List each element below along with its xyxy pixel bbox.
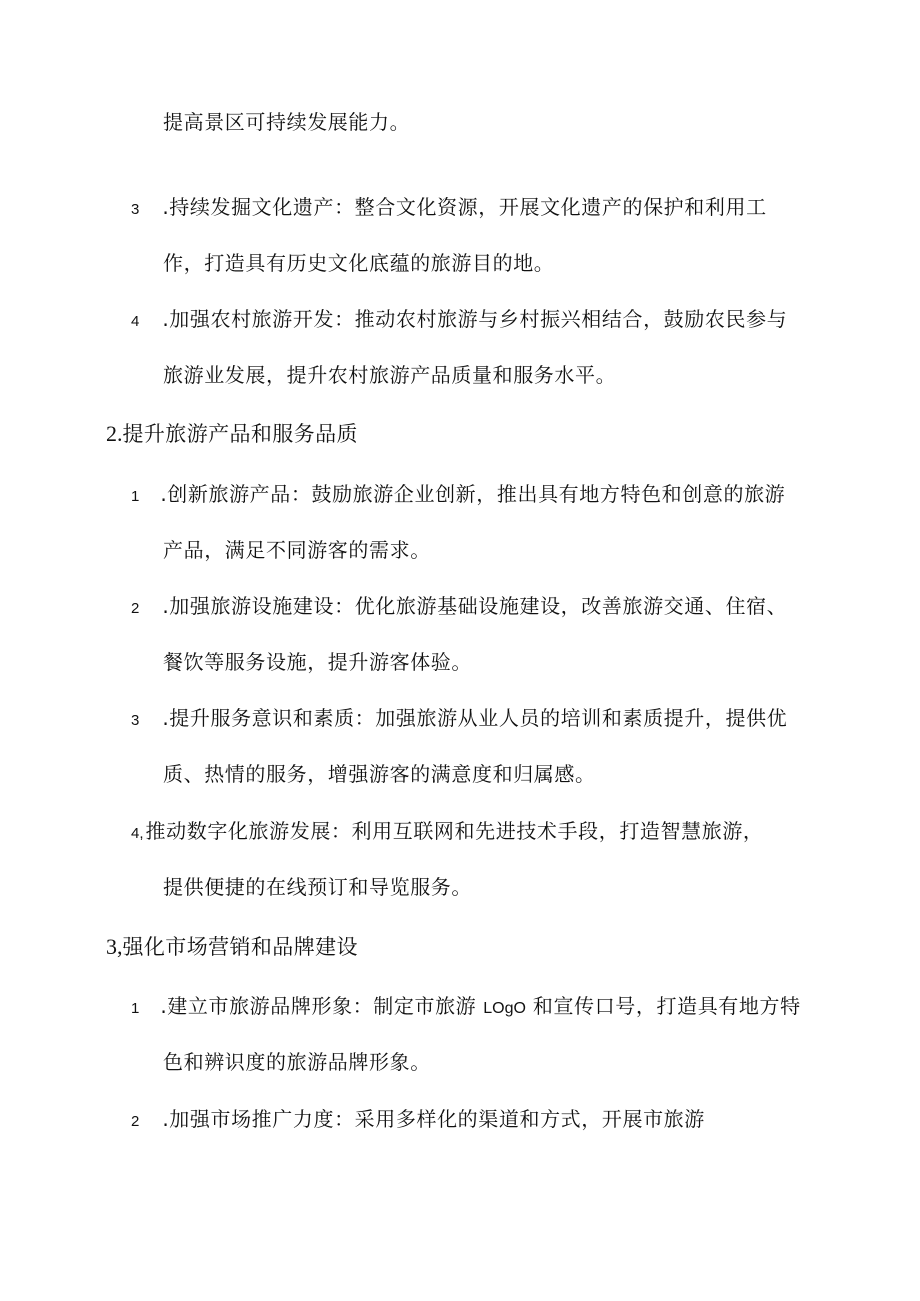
list-item-4-continuation — [163, 361, 616, 389]
list-item-text: 加强市场推广力度：采用多样化的渠道和方式，开展市旅游 — [169, 1107, 705, 1131]
list-dot: . — [162, 594, 170, 618]
list-item-1 — [131, 480, 785, 511]
list-item-text: 加强农村旅游开发：推动农村旅游与乡村振兴相结合，鼓励农民参与 — [169, 307, 788, 331]
list-number: 2 — [131, 1113, 140, 1130]
list-number: 4 — [131, 313, 140, 330]
list-item-4 — [131, 817, 764, 848]
list-item-text: 加强旅游设施建设：优化旅游基础设施建设，改善旅游交通、住宿、 — [169, 594, 788, 618]
list-number: 1 — [131, 1000, 140, 1017]
section-title: 提升旅游产品和服务品质 — [122, 422, 358, 446]
list-item-4-continuation — [163, 873, 472, 901]
list-dot: . — [160, 994, 168, 1018]
section-number: 3, — [106, 934, 123, 959]
list-item-text: 提升服务意识和素质：加强旅游从业人员的培训和素质提升，提供优 — [169, 706, 788, 730]
list-number: 3 — [131, 201, 140, 218]
paragraph-text: 提高景区可持续发展能力。 — [163, 110, 411, 134]
list-item-2 — [131, 592, 787, 623]
section-number: 2. — [106, 421, 123, 446]
list-item-text: 推动数字化旅游发展：利用互联网和先进技术手段，打造智慧旅游， — [145, 819, 764, 843]
list-item-3-continuation — [163, 249, 554, 277]
list-item-2-continuation — [163, 648, 472, 676]
list-item-text: 色和辨识度的旅游品牌形象。 — [163, 1050, 431, 1074]
paragraph-continuation — [163, 108, 410, 136]
list-number: 3 — [131, 712, 140, 729]
list-item-1-continuation — [163, 536, 431, 564]
list-item-text: 和宣传口号，打造具有地方特 — [532, 994, 801, 1018]
section-title: 强化市场营销和品牌建设 — [122, 935, 358, 959]
section-heading-2 — [106, 420, 358, 448]
list-dot: . — [160, 482, 168, 506]
list-dot: . — [162, 307, 170, 331]
list-item-text: 提供便捷的在线预订和导览服务。 — [163, 875, 472, 899]
list-item-text: 持续发掘文化遗产：整合文化资源，开展文化遗产的保护和利用工 — [169, 195, 767, 219]
list-number: 2 — [131, 600, 140, 617]
list-item-text: 质、热情的服务，增强游客的满意度和归属感。 — [163, 762, 596, 786]
list-item-text: 产品，满足不同游客的需求。 — [163, 538, 431, 562]
list-item-2 — [131, 1105, 705, 1136]
list-item-text: 作，打造具有历史文化底蕴的旅游目的地。 — [163, 251, 555, 275]
list-item-3-continuation — [163, 760, 596, 788]
list-number: 4, — [131, 825, 144, 842]
list-item-4 — [131, 305, 787, 336]
list-number: 1 — [131, 488, 140, 505]
list-item-text: 建立市旅游品牌形象：制定市旅游 — [167, 994, 477, 1018]
list-item-text: 创新旅游产品：鼓励旅游企业创新，推出具有地方特色和创意的旅游 — [167, 482, 786, 506]
logo-word: LOgO — [483, 1000, 526, 1017]
list-item-3 — [131, 704, 787, 735]
list-item-text: 餐饮等服务设施，提升游客体验。 — [163, 650, 472, 674]
list-dot: . — [162, 1107, 170, 1131]
section-heading-3 — [106, 933, 358, 961]
list-item-text: 旅游业发展，提升农村旅游产品质量和服务水平。 — [163, 363, 617, 387]
list-item-1-continuation — [163, 1048, 431, 1076]
list-item-3 — [131, 193, 767, 224]
list-item-1 — [131, 992, 801, 1023]
list-dot: . — [162, 706, 170, 730]
list-dot: . — [162, 195, 170, 219]
